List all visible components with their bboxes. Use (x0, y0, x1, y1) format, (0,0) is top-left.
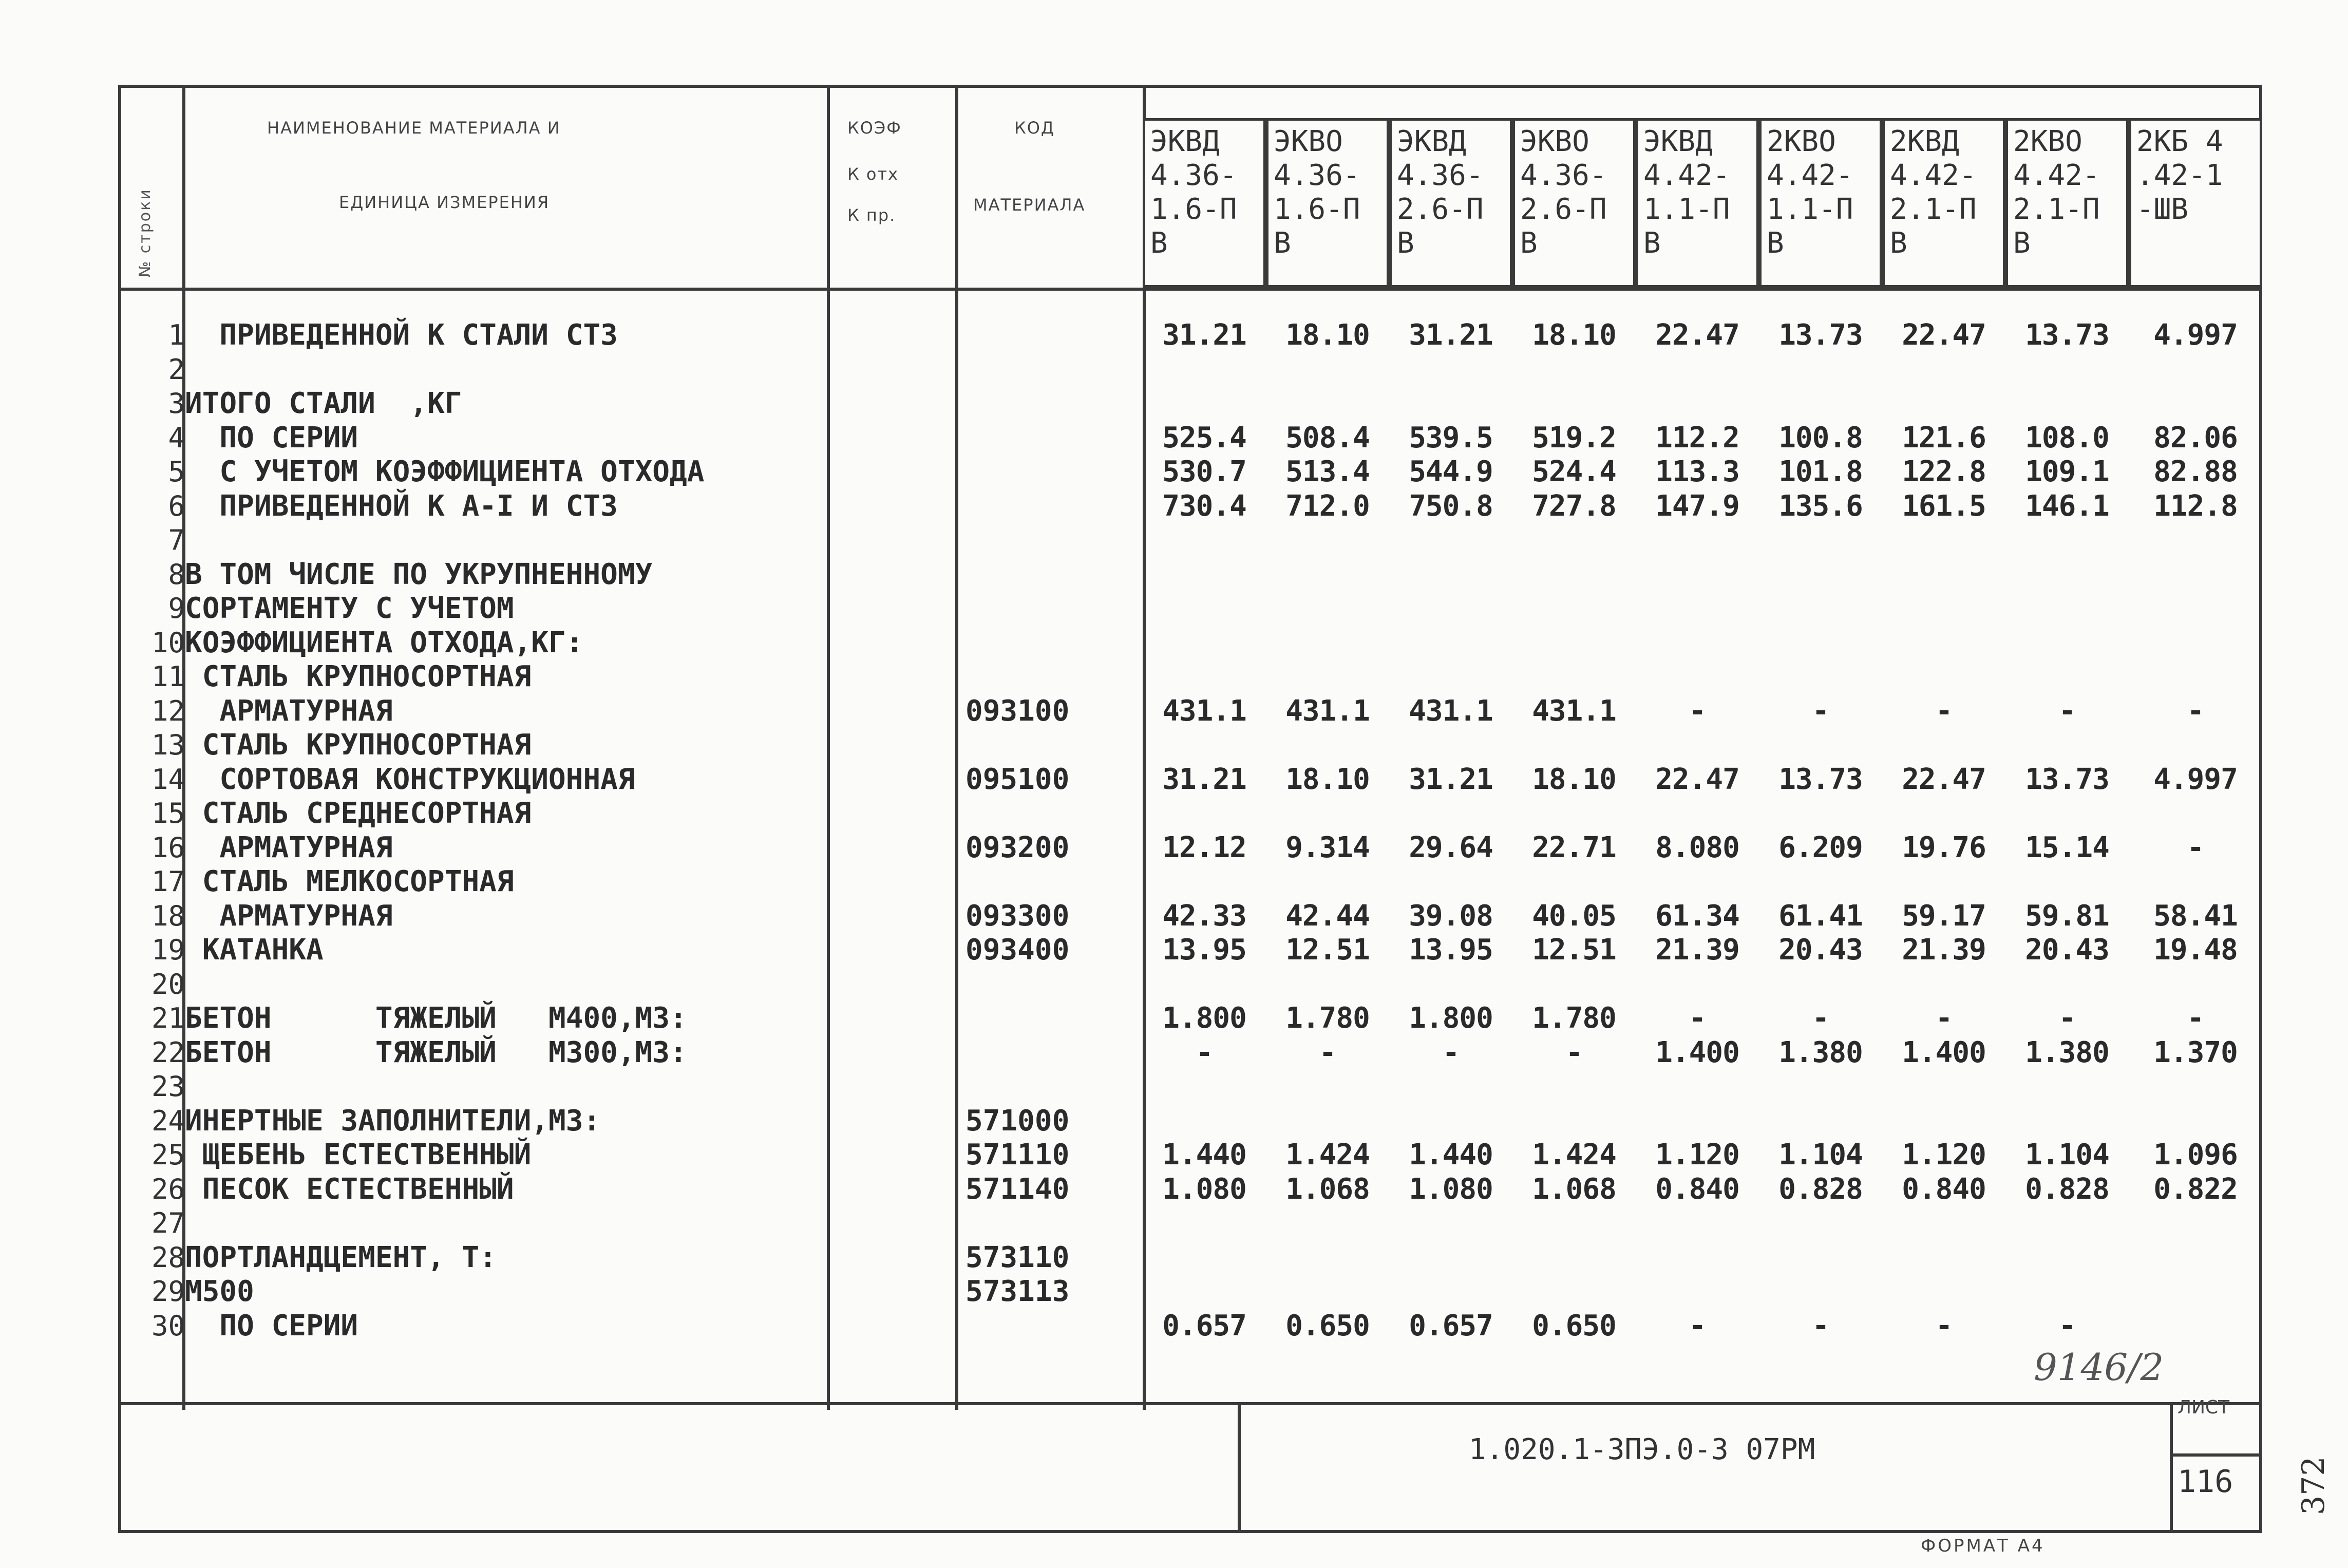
row-label: ПО СЕРИИ (185, 1309, 358, 1343)
table-cell: 61.41 (1778, 899, 1863, 933)
table-cell: 431.1 (1409, 694, 1493, 728)
table-cell: 727.8 (1532, 489, 1616, 523)
row-label: АРМАТУРНАЯ (185, 899, 393, 933)
table-cell: 31.21 (1409, 318, 1493, 352)
table-cell: 13.73 (1778, 763, 1863, 796)
table-cell: 1.424 (1285, 1138, 1370, 1172)
table-cell: 112.8 (2153, 489, 2238, 523)
row-number: 19 (151, 934, 185, 966)
table-cell: 13.73 (2025, 763, 2109, 796)
row-number: 25 (151, 1139, 185, 1171)
row-number: 1 (168, 319, 185, 351)
table-cell: 0.828 (1778, 1173, 1863, 1206)
table-cell: 22.71 (1532, 831, 1616, 864)
table-cell: 1.400 (1902, 1036, 1986, 1069)
table-cell: 750.8 (1409, 489, 1493, 523)
row-label: ПРИВЕДЕННОЙ К СТАЛИ СТ3 (185, 318, 618, 352)
row-number: 10 (151, 627, 185, 659)
table-cell: 1.080 (1162, 1173, 1246, 1206)
table-cell: - (1689, 1309, 1706, 1343)
sheet-number: 116 (2177, 1464, 2233, 1500)
row-number-header: № строки (136, 188, 154, 277)
row-number: 6 (168, 490, 185, 522)
row-label: С УЧЕТОМ КОЭФФИЦИЕНТА ОТХОДА (185, 455, 705, 488)
table-cell: 1.120 (1655, 1138, 1739, 1172)
column-header: 2КВО 4.42- 2.1-П В (2005, 118, 2129, 288)
row-label: ЩЕБЕНЬ ЕСТЕСТВЕННЫЙ (185, 1138, 532, 1172)
header-underline (118, 288, 2262, 291)
table-cell: 1.380 (2025, 1036, 2109, 1069)
table-cell: 39.08 (1409, 899, 1493, 933)
row-label: ПОРТЛАНДЦЕМЕНТ, Т: (185, 1241, 497, 1274)
table-cell: 22.47 (1655, 318, 1739, 352)
table-cell: 18.10 (1285, 763, 1370, 796)
table-cell: 18.10 (1532, 318, 1616, 352)
table-cell: 0.840 (1655, 1173, 1739, 1206)
row-label: ИНЕРТНЫЕ ЗАПОЛНИТЕЛИ,М3: (185, 1104, 601, 1138)
table-cell: 431.1 (1532, 694, 1616, 728)
table-cell: 9.314 (1285, 831, 1370, 864)
table-cell: - (1812, 1002, 1829, 1035)
table-cell: 13.73 (1778, 318, 1863, 352)
table-cell: 109.1 (2025, 455, 2109, 488)
row-number: 3 (168, 387, 185, 420)
stamp-topline (118, 1402, 2262, 1405)
table-cell: 12.12 (1162, 831, 1246, 864)
row-label: СТАЛЬ МЕЛКОСОРТНАЯ (185, 865, 514, 898)
table-cell: 31.21 (1162, 763, 1246, 796)
table-cell: 20.43 (2025, 933, 2109, 967)
table-cell: 524.4 (1532, 455, 1616, 488)
table-cell: 1.780 (1532, 1002, 1616, 1035)
row-number: 12 (151, 695, 185, 727)
table-cell: 18.10 (1285, 318, 1370, 352)
divider-name (827, 85, 830, 1410)
row-number: 7 (168, 524, 185, 556)
document-code: 1.020.1-3ПЭ.0-3 07РМ (1469, 1433, 1815, 1466)
name-header-line2: ЕДИНИЦА ИЗМЕРЕНИЯ (339, 193, 550, 212)
table-cell: - (1442, 1036, 1460, 1069)
row-number: 21 (151, 1002, 185, 1034)
table-cell: - (2187, 694, 2204, 728)
row-label: СТАЛЬ КРУПНОСОРТНАЯ (185, 660, 532, 693)
table-cell: - (1319, 1036, 1336, 1069)
table-cell: 31.21 (1162, 318, 1246, 352)
table-cell: 100.8 (1778, 421, 1863, 455)
table-cell: 1.440 (1162, 1138, 1246, 1172)
table-cell: 29.64 (1409, 831, 1493, 864)
table-cell: - (2187, 831, 2204, 864)
table-cell: 82.88 (2153, 455, 2238, 488)
row-number: 8 (168, 558, 185, 591)
table-cell: 42.44 (1285, 899, 1370, 933)
row-label: СОРТОВАЯ КОНСТРУКЦИОННАЯ (185, 763, 635, 796)
table-cell: 431.1 (1285, 694, 1370, 728)
row-label: ИТОГО СТАЛИ ,КГ (185, 387, 462, 420)
table-cell: - (1689, 694, 1706, 728)
table-cell: 1.080 (1409, 1173, 1493, 1206)
sheet-label: ЛИСТ (2177, 1397, 2230, 1418)
table-cell: 4.997 (2153, 318, 2238, 352)
table-cell: 20.43 (1778, 933, 1863, 967)
table-cell: 21.39 (1902, 933, 1986, 967)
table-cell: 4.997 (2153, 763, 2238, 796)
table-cell: 21.39 (1655, 933, 1739, 967)
row-number: 18 (151, 900, 185, 932)
divider-coef (955, 85, 958, 1410)
table-cell: 0.657 (1409, 1309, 1493, 1343)
row-number: 5 (168, 456, 185, 488)
material-code: 095100 (965, 763, 1070, 796)
row-number: 2 (168, 353, 185, 386)
column-header: 2КБ 4 .42-1 -ШВ (2129, 118, 2262, 288)
table-cell: 1.400 (1655, 1036, 1739, 1069)
table-cell: 40.05 (1532, 899, 1616, 933)
name-header-line1: НАИМЕНОВАНИЕ МАТЕРИАЛА И (267, 118, 561, 138)
table-cell: 146.1 (2025, 489, 2109, 523)
table-cell: 1.424 (1532, 1138, 1616, 1172)
table-cell: 8.080 (1655, 831, 1739, 864)
table-cell: 18.10 (1532, 763, 1616, 796)
row-number: 17 (151, 865, 185, 898)
table-cell: - (2187, 1002, 2204, 1035)
table-cell: 0.840 (1902, 1173, 1986, 1206)
material-code: 571110 (965, 1138, 1070, 1172)
table-cell: - (1812, 694, 1829, 728)
table-cell: 22.47 (1902, 763, 1986, 796)
table-cell: 12.51 (1532, 933, 1616, 967)
table-cell: 431.1 (1162, 694, 1246, 728)
table-cell: 31.21 (1409, 763, 1493, 796)
table-cell: 13.95 (1162, 933, 1246, 967)
column-header: ЭКВД 4.42- 1.1-П В (1636, 118, 1759, 288)
table-cell: 22.47 (1902, 318, 1986, 352)
row-label: КАТАНКА (185, 933, 324, 967)
coef-header-line2: К отх (847, 164, 899, 184)
row-label: ПРИВЕДЕННОЙ К А-I И СТ3 (185, 489, 618, 523)
row-number: 30 (151, 1310, 185, 1342)
column-header: ЭКВД 4.36- 2.6-П В (1389, 118, 1512, 288)
table-cell: 113.3 (1655, 455, 1739, 488)
table-cell: 539.5 (1409, 421, 1493, 455)
table-cell: 12.51 (1285, 933, 1370, 967)
material-code: 093100 (965, 694, 1070, 728)
table-cell: 19.76 (1902, 831, 1986, 864)
table-cell: 101.8 (1778, 455, 1863, 488)
table-cell: 513.4 (1285, 455, 1370, 488)
table-cell: 1.380 (1778, 1036, 1863, 1069)
table-cell: 121.6 (1902, 421, 1986, 455)
table-cell: 1.104 (1778, 1138, 1863, 1172)
row-number: 16 (151, 832, 185, 864)
table-cell: 58.41 (2153, 899, 2238, 933)
table-cell: 1.068 (1532, 1173, 1616, 1206)
table-cell: 161.5 (1902, 489, 1986, 523)
table-cell: 1.370 (2153, 1036, 2238, 1069)
table-cell: 1.068 (1285, 1173, 1370, 1206)
row-number: 14 (151, 763, 185, 796)
row-label: АРМАТУРНАЯ (185, 831, 393, 864)
table-cell: 0.650 (1285, 1309, 1370, 1343)
table-cell: - (1935, 1309, 1953, 1343)
table-cell: 122.8 (1902, 455, 1986, 488)
table-cell: 0.822 (2153, 1173, 2238, 1206)
row-label: БЕТОН ТЯЖЕЛЫЙ М300,М3: (185, 1036, 687, 1069)
row-number: 11 (151, 660, 185, 693)
table-cell: 1.800 (1409, 1002, 1493, 1035)
table-cell: 0.828 (2025, 1173, 2109, 1206)
row-number: 20 (151, 968, 185, 1000)
material-code: 571000 (965, 1104, 1070, 1138)
column-header: ЭКВО 4.36- 2.6-П В (1512, 118, 1636, 288)
table-cell: 112.2 (1655, 421, 1739, 455)
coef-header-line3: К пр. (847, 205, 896, 225)
table-cell: 519.2 (1532, 421, 1616, 455)
row-label: СТАЛЬ СРЕДНЕСОРТНАЯ (185, 797, 532, 830)
row-number: 15 (151, 797, 185, 829)
column-header: ЭКВО 4.36- 1.6-П В (1266, 118, 1389, 288)
table-cell: 730.4 (1162, 489, 1246, 523)
table-cell: 13.73 (2025, 318, 2109, 352)
table-cell: 59.81 (2025, 899, 2109, 933)
table-cell: 135.6 (1778, 489, 1863, 523)
column-header: ЭКВД 4.36- 1.6-П В (1143, 118, 1266, 288)
table-cell: - (1689, 1002, 1706, 1035)
table-cell: 1.780 (1285, 1002, 1370, 1035)
table-cell: 530.7 (1162, 455, 1246, 488)
row-label: СОРТАМЕНТУ С УЧЕТОМ (185, 592, 514, 625)
row-label: АРМАТУРНАЯ (185, 694, 393, 728)
row-label: СТАЛЬ КРУПНОСОРТНАЯ (185, 728, 532, 762)
table-cell: 712.0 (1285, 489, 1370, 523)
table-cell: 1.120 (1902, 1138, 1986, 1172)
format-label: ФОРМАТ А4 (1921, 1536, 2045, 1556)
divider-sheetbox (2170, 1402, 2173, 1533)
table-cell: 19.48 (2153, 933, 2238, 967)
column-header: 2КВД 4.42- 2.1-П В (1882, 118, 2005, 288)
table-cell: - (2058, 1002, 2076, 1035)
row-label: КОЭФФИЦИЕНТА ОТХОДА,КГ: (185, 626, 583, 659)
table-cell: 1.800 (1162, 1002, 1246, 1035)
table-cell: 82.06 (2153, 421, 2238, 455)
row-label: ПО СЕРИИ (185, 421, 358, 455)
table-cell: 525.4 (1162, 421, 1246, 455)
side-number: 372 (2296, 1456, 2332, 1515)
table-cell: 6.209 (1778, 831, 1863, 864)
table-cell: - (2058, 1309, 2076, 1343)
table-cell: 59.17 (1902, 899, 1986, 933)
row-number: 28 (151, 1241, 185, 1274)
code-header-line2: МАТЕРИАЛА (973, 195, 1086, 215)
column-header: 2КВО 4.42- 1.1-П В (1759, 118, 1882, 288)
handwritten-number: 9146/2 (2034, 1346, 2164, 1389)
table-cell: 147.9 (1655, 489, 1739, 523)
table-cell: 108.0 (2025, 421, 2109, 455)
table-cell: - (1196, 1036, 1213, 1069)
table-cell: - (1812, 1309, 1829, 1343)
row-label: М500 (185, 1275, 254, 1308)
divider-stamp (1238, 1402, 1241, 1533)
table-cell: - (2058, 694, 2076, 728)
row-label: ПЕСОК ЕСТЕСТВЕННЫЙ (185, 1173, 514, 1206)
row-label: В ТОМ ЧИСЛЕ ПО УКРУПНЕННОМУ (185, 558, 653, 591)
sheetbox-line (2170, 1453, 2262, 1457)
row-number: 29 (151, 1275, 185, 1308)
table-cell: 0.657 (1162, 1309, 1246, 1343)
row-number: 27 (151, 1207, 185, 1239)
material-code: 573113 (965, 1275, 1070, 1308)
table-cell: - (1565, 1036, 1583, 1069)
material-code: 571140 (965, 1173, 1070, 1206)
table-cell: 61.34 (1655, 899, 1739, 933)
material-code: 093200 (965, 831, 1070, 864)
row-number: 24 (151, 1105, 185, 1137)
table-cell: - (1935, 694, 1953, 728)
table-cell: 1.104 (2025, 1138, 2109, 1172)
row-number: 22 (151, 1036, 185, 1069)
material-code: 573110 (965, 1241, 1070, 1274)
row-label: БЕТОН ТЯЖЕЛЫЙ М400,М3: (185, 1002, 687, 1035)
table-cell: 22.47 (1655, 763, 1739, 796)
coef-header-line1: КОЭФ (847, 118, 902, 138)
row-number: 4 (168, 422, 185, 454)
row-number: 13 (151, 729, 185, 761)
table-cell: - (1935, 1002, 1953, 1035)
row-number: 9 (168, 592, 185, 625)
table-cell: 544.9 (1409, 455, 1493, 488)
row-number: 26 (151, 1173, 185, 1205)
table-cell: 508.4 (1285, 421, 1370, 455)
table-cell: 1.096 (2153, 1138, 2238, 1172)
table-cell: 0.650 (1532, 1309, 1616, 1343)
material-code: 093400 (965, 933, 1070, 967)
table-cell: 42.33 (1162, 899, 1246, 933)
code-header-line1: КОД (1014, 118, 1055, 138)
table-cell: 15.14 (2025, 831, 2109, 864)
table-cell: 1.440 (1409, 1138, 1493, 1172)
table-cell: 13.95 (1409, 933, 1493, 967)
material-code: 093300 (965, 899, 1070, 933)
row-number: 23 (151, 1070, 185, 1103)
